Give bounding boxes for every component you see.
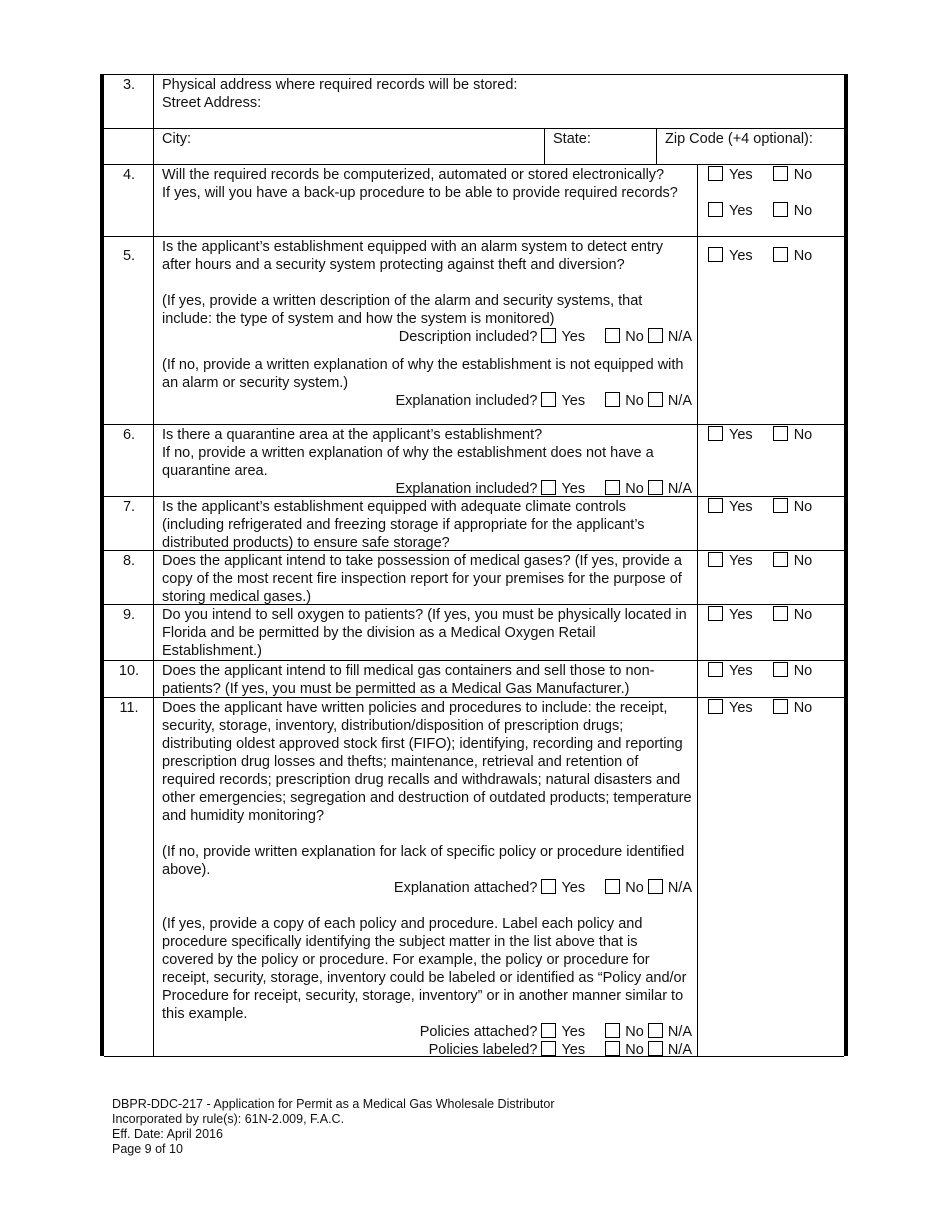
checkbox-yes[interactable] (708, 606, 723, 621)
row-number: 4. (122, 167, 136, 183)
yes-label: Yes (729, 203, 753, 219)
street-address-label: Street Address: (162, 95, 262, 111)
yes-label: Yes (729, 607, 753, 623)
row-6 (104, 424, 844, 497)
question-line: If yes, will you have a back-up procedure to be able to provide required records? (162, 185, 678, 201)
yes-no-group (708, 498, 838, 516)
divider (656, 129, 657, 165)
yes-label: Yes (729, 553, 753, 569)
checkbox-no[interactable] (773, 662, 788, 677)
policies-attached-label: Policies attached? (419, 1024, 538, 1040)
na-label: N/A (667, 329, 692, 345)
na-label: N/A (667, 880, 692, 896)
row-10 (104, 660, 844, 698)
question-text: Does the applicant intend to fill medical gas containers and sell those to non-patients? (If yes, you must be permitted as a Medical Gas Manufacturer.) (162, 663, 655, 697)
effective-date: Eff. Date: April 2016 (112, 1127, 223, 1141)
yes-no-group (708, 247, 838, 265)
row-number: 6. (122, 427, 136, 443)
no-label: No (793, 499, 813, 515)
instruction-text: (If no, provide written explanation for lack of specific policy or procedure identified above). (162, 844, 685, 878)
no-label: No (625, 1024, 644, 1040)
question-text: Do you intend to sell oxygen to patients? (If yes, you must be physically located in Florida and be permitted by the division as a Medical Oxygen Retail Establishment.) (162, 607, 687, 659)
no-label: No (793, 553, 813, 569)
question-text (162, 237, 692, 410)
yes-label: Yes (729, 167, 753, 183)
row-number: 11. (119, 700, 139, 716)
no-label: No (625, 393, 644, 409)
question-line: Does the applicant have written policies and procedures to include: the receipt, security, storage, inventory, distribution/disposition of prescription drugs; distributing oldest approved stock first (FIFO); identifying, recording and reporting prescription drug losses and thefts; maintenance, retrieval and retention of required records; prescription drug recalls and withdrawals; natural disasters and other emergencies; segregation and destruction of outdated products; temperature and humidity monitoring? (162, 700, 692, 824)
row-number: 9. (122, 607, 136, 623)
row-number: 10. (118, 663, 140, 679)
row-7 (104, 496, 844, 551)
checkbox-yes[interactable] (541, 1023, 556, 1038)
no-label: No (793, 607, 813, 623)
row-8 (104, 550, 844, 605)
state-label[interactable]: State: (553, 131, 591, 147)
checkbox-yes[interactable] (541, 879, 556, 894)
divider (544, 129, 545, 165)
row-number: 8. (122, 553, 136, 569)
checkbox-no[interactable] (773, 426, 788, 441)
checkbox-yes[interactable] (541, 480, 556, 495)
checkbox-yes[interactable] (708, 662, 723, 677)
zip-code-label[interactable]: Zip Code (+4 optional): (665, 131, 813, 147)
yes-label: Yes (729, 248, 753, 264)
checkbox-no[interactable] (605, 1023, 620, 1038)
checkbox-yes[interactable] (708, 498, 723, 513)
no-label: No (793, 427, 813, 443)
na-label: N/A (667, 1024, 692, 1040)
na-label: N/A (667, 1042, 692, 1058)
checkbox-no[interactable] (773, 247, 788, 262)
checkbox-yes[interactable] (708, 552, 723, 567)
row-number: 5. (122, 248, 136, 264)
checkbox-yes[interactable] (708, 202, 723, 217)
question-line: Is the applicant’s establishment equipped with an alarm system to detect entry after hours and a security system protecting against theft and diversion? (162, 239, 664, 273)
row-11 (104, 697, 844, 1057)
explanation-attached-label: Explanation attached? (393, 880, 538, 896)
page-footer (112, 1097, 555, 1157)
yes-no-group (708, 426, 838, 444)
yes-label: Yes (729, 499, 753, 515)
yes-no-group (708, 662, 838, 680)
yes-no-group (708, 552, 838, 570)
checkbox-na[interactable] (648, 879, 663, 894)
question-text (162, 75, 832, 112)
na-label: N/A (667, 481, 692, 497)
question-text (162, 165, 692, 202)
checkbox-na[interactable] (648, 480, 663, 495)
explanation-attached-line (162, 879, 692, 897)
address-heading: Physical address where required records will be stored: (162, 77, 518, 93)
yes-label: Yes (729, 700, 753, 716)
checkbox-no[interactable] (773, 699, 788, 714)
row-number: 7. (122, 499, 136, 515)
row-4 (104, 164, 844, 237)
checkbox-yes[interactable] (708, 699, 723, 714)
yes-label: Yes (561, 481, 586, 497)
explanation-included-line (162, 392, 692, 410)
checkbox-no[interactable] (605, 328, 620, 343)
question-line: If no, provide a written explanation of why the establishment does not have a quarantine area. (162, 445, 654, 479)
question-line: Will the required records be computerized, automated or stored electronically? (162, 167, 665, 183)
checkbox-no[interactable] (605, 392, 620, 407)
row-number: 3. (122, 77, 136, 93)
yes-label: Yes (729, 427, 753, 443)
no-label: No (793, 248, 813, 264)
checkbox-no[interactable] (773, 498, 788, 513)
checkbox-yes[interactable] (708, 166, 723, 181)
yes-no-group (708, 202, 838, 220)
question-text (162, 425, 692, 498)
yes-no-group (708, 166, 838, 184)
checkbox-na[interactable] (648, 328, 663, 343)
no-label: No (793, 663, 813, 679)
row-3-city[interactable] (104, 128, 844, 165)
no-label: No (625, 481, 644, 497)
checkbox-yes[interactable] (541, 328, 556, 343)
right-border-bar (844, 74, 848, 1056)
questionnaire-table (104, 74, 844, 1056)
no-label: No (793, 167, 813, 183)
yes-label: Yes (561, 1042, 586, 1058)
description-included-label: Description included? (398, 329, 538, 345)
question-line: Is there a quarantine area at the applicant’s establishment? (162, 427, 543, 443)
no-label: No (625, 1042, 644, 1058)
checkbox-no[interactable] (605, 879, 620, 894)
checkbox-yes[interactable] (541, 1041, 556, 1056)
checkbox-yes[interactable] (541, 392, 556, 407)
yes-label: Yes (561, 880, 586, 896)
checkbox-na[interactable] (648, 1023, 663, 1038)
no-label: No (793, 203, 813, 219)
explanation-included-label: Explanation included? (395, 393, 538, 409)
question-text: Does the applicant intend to take possession of medical gases? (If yes, provide a copy of the most recent fire inspection report for your premises for the purpose of storing medical gases.) (162, 553, 682, 605)
instruction-text: (If yes, provide a written description of the alarm and security systems, that include: the type of system and how the system is monitored) (162, 293, 643, 327)
checkbox-no[interactable] (605, 1041, 620, 1056)
city-label[interactable]: City: (162, 131, 191, 147)
checkbox-no[interactable] (773, 606, 788, 621)
checkbox-na[interactable] (648, 1041, 663, 1056)
yes-no-group (708, 699, 838, 717)
checkbox-no[interactable] (773, 202, 788, 217)
checkbox-no[interactable] (773, 166, 788, 181)
no-label: No (793, 700, 813, 716)
policies-attached-line (162, 1023, 692, 1041)
row-5 (104, 236, 844, 425)
instruction-text: (If no, provide a written explanation of why the establishment is not equipped with an alarm or security system.) (162, 357, 684, 391)
yes-label: Yes (561, 393, 586, 409)
form-title: DBPR-DDC-217 - Application for Permit as a Medical Gas Wholesale Distributor (112, 1097, 555, 1111)
question-text (162, 698, 692, 1059)
no-label: No (625, 329, 644, 345)
policies-labeled-label: Policies labeled? (428, 1042, 538, 1058)
yes-label: Yes (561, 1024, 586, 1040)
page-number: Page 9 of 10 (112, 1142, 183, 1156)
checkbox-no[interactable] (773, 552, 788, 567)
explanation-included-label: Explanation included? (395, 481, 538, 497)
checkbox-yes[interactable] (708, 247, 723, 262)
description-included-line (162, 328, 692, 346)
yes-label: Yes (561, 329, 586, 345)
instruction-text: (If yes, provide a copy of each policy and procedure. Label each policy and procedure specifically identifying the subject matter in the list above that is covered by the policy or procedure. For example, the policy or procedure for receipt, security, storage, inventory could be labeled or identified as “Policy and/or Procedure for receipt, security, storage, inventory” or in another manner similar to this example. (162, 916, 687, 1022)
question-text: Is the applicant’s establishment equipped with adequate climate controls (including refrigerated and freezing storage if appropriate for the applicant’s distributed products) to ensure safe storage? (162, 499, 645, 551)
na-label: N/A (667, 393, 692, 409)
checkbox-no[interactable] (605, 480, 620, 495)
checkbox-yes[interactable] (708, 426, 723, 441)
row-9 (104, 604, 844, 661)
yes-label: Yes (729, 663, 753, 679)
row-3 (104, 74, 844, 129)
checkbox-na[interactable] (648, 392, 663, 407)
policies-labeled-line (162, 1041, 692, 1059)
yes-no-group (708, 606, 838, 624)
rule-reference: Incorporated by rule(s): 61N-2.009, F.A.C. (112, 1112, 345, 1126)
no-label: No (625, 880, 644, 896)
